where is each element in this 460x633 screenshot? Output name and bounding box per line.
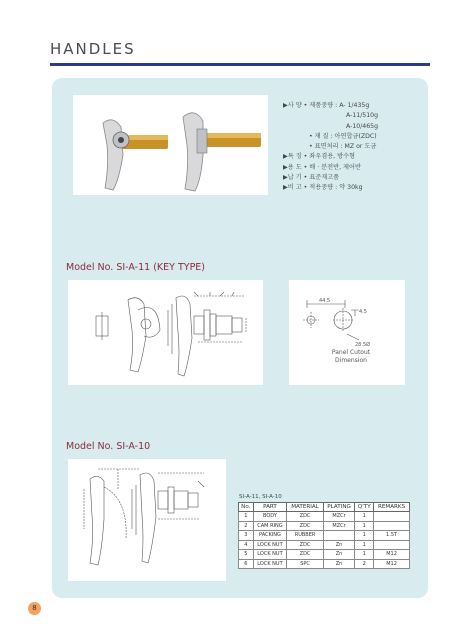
spec-line: ▶사 양 • 제품중량 : A- 1/435g — [283, 102, 370, 109]
table-row — [239, 550, 410, 560]
cutout-caption-line: Dimension — [335, 357, 367, 364]
technical-drawing-standard — [68, 459, 226, 581]
cutout-caption-line: Panel Cutout — [331, 349, 371, 356]
model-title-standard: Model No. SI-A-10 — [66, 441, 151, 452]
parts-table — [238, 502, 410, 569]
cutout-height-label: 4.5 — [359, 309, 367, 315]
column-header: PLATING — [323, 503, 355, 512]
table-cell: MZCr — [323, 512, 355, 522]
spec-line: • 재 질 : 아연합금(ZDC) — [309, 132, 377, 140]
table-cell: PACKING — [253, 531, 287, 541]
spec-line: A-11/510g — [346, 112, 379, 120]
drawing-lines-2 — [68, 459, 226, 581]
table-cell: 1 — [355, 531, 374, 541]
table-cell: M12 — [374, 559, 410, 569]
table-cell: 1 — [355, 550, 374, 560]
table-cell — [323, 531, 355, 541]
table-cell: 2 — [355, 559, 374, 569]
title-underline — [50, 63, 430, 66]
table-row — [239, 512, 410, 522]
page-title: HANDLES — [50, 40, 136, 58]
table-header-row — [239, 503, 410, 512]
spec-line: ▶비 고 • 적용중량 : 약 30kg — [283, 184, 363, 192]
table-cell: Zn — [323, 540, 355, 550]
table-cell: LOCK NUT — [253, 540, 287, 550]
table-cell: ZDC — [287, 540, 323, 550]
table-cell: Zn — [323, 550, 355, 560]
table-cell: SPC — [287, 559, 323, 569]
panel-cutout-drawing — [289, 280, 405, 385]
column-header: PART — [253, 503, 287, 512]
technical-drawing-key-type — [68, 280, 263, 385]
table-cell: 1 — [355, 521, 374, 531]
model-title-key-type: Model No. SI-A-11 (KEY TYPE) — [66, 262, 206, 273]
column-header: No. — [239, 503, 254, 512]
table-cell: 3 — [239, 531, 254, 541]
table-row — [239, 531, 410, 541]
table-row — [239, 559, 410, 569]
spec-list — [283, 101, 378, 194]
column-header: Q'TY — [355, 503, 374, 512]
spec-line: A-10/465g — [346, 122, 379, 130]
handles-photo-illustration — [73, 95, 268, 195]
table-cell: LOCK NUT — [253, 559, 287, 569]
table-cell: 2 — [239, 521, 254, 531]
table-cell: 1.5T — [374, 531, 410, 541]
drawing-lines — [68, 280, 263, 385]
table-cell: Zn — [323, 559, 355, 569]
table-cell: LOCK NUT — [253, 550, 287, 560]
cutout-lines — [289, 280, 405, 385]
table-cell — [374, 540, 410, 550]
table-cell: ZDC — [287, 550, 323, 560]
table-cell: 1 — [355, 540, 374, 550]
spec-line: ▶용 도 • 배 · 분전반, 제어반 — [283, 163, 361, 171]
cutout-caption — [311, 349, 391, 365]
table-cell — [374, 521, 410, 531]
table-cell: 6 — [239, 559, 254, 569]
product-photo — [73, 95, 268, 195]
spec-line: ▶납 기 • 표준재고품 — [283, 174, 340, 182]
table-cell: MZCr — [323, 521, 355, 531]
table-caption: SI-A-11, SI-A-10 — [239, 494, 282, 500]
column-header: MATERIAL — [287, 503, 323, 512]
table-cell: 4 — [239, 540, 254, 550]
table-cell: BODY — [253, 512, 287, 522]
table-cell — [374, 512, 410, 522]
column-header: REMARKS — [374, 503, 410, 512]
table-cell: CAM RING — [253, 521, 287, 531]
table-row — [239, 540, 410, 550]
spec-line: ▶특 징 • 좌우겸용, 방수형 — [283, 153, 356, 161]
table-cell: M12 — [374, 550, 410, 560]
cutout-width-label: 44.5 — [319, 298, 331, 304]
spec-line: • 표면처리 : MZ or 도금 — [309, 143, 377, 151]
table-cell: RUBBER — [287, 531, 323, 541]
table-cell: ZDC — [287, 521, 323, 531]
table-cell: 1 — [355, 512, 374, 522]
table-cell: 1 — [239, 512, 254, 522]
table-cell: ZDC — [287, 512, 323, 522]
cutout-hole-label: 28.5Ø — [355, 342, 371, 348]
table-row — [239, 521, 410, 531]
table-cell: 5 — [239, 550, 254, 560]
page-number-badge: 8 — [28, 602, 41, 615]
